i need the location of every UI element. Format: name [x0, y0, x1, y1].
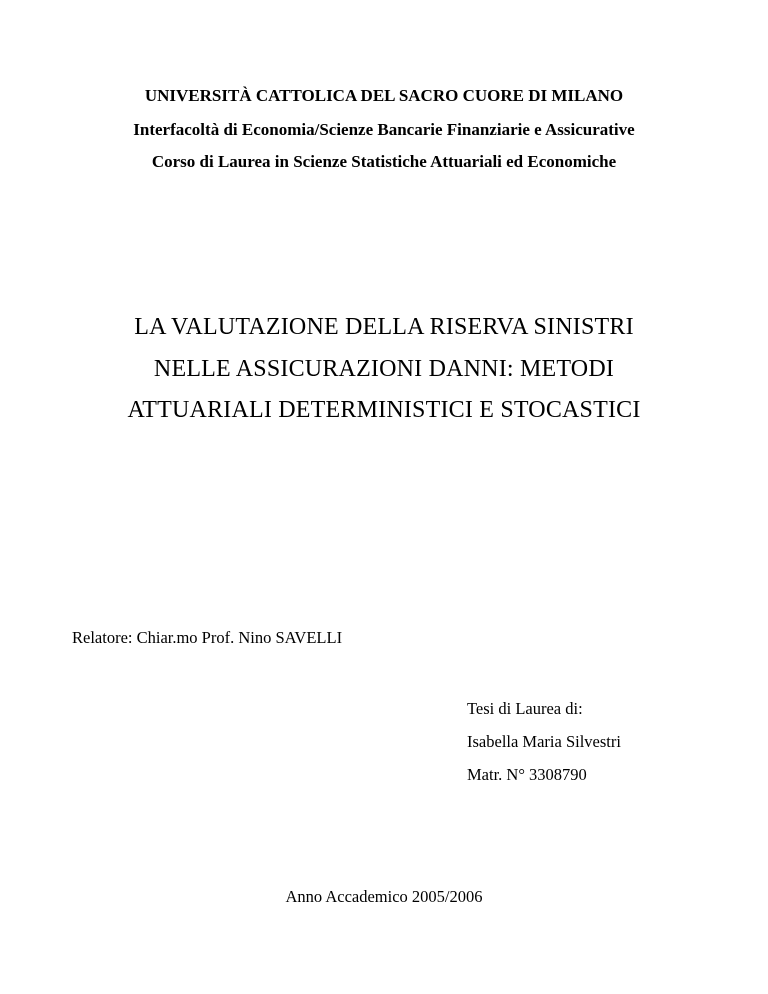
academic-year: Anno Accademico 2005/2006: [285, 887, 483, 906]
thesis-label: Tesi di Laurea di:: [467, 699, 583, 718]
faculty-name: Interfacoltà di Economia/Scienze Bancarie Finanziarie e Assicurative: [133, 120, 635, 139]
author-name: Isabella Maria Silvestri: [467, 732, 621, 751]
thesis-title-line-3: ATTUARIALI DETERMINISTICI E STOCASTICI: [127, 397, 641, 423]
thesis-title-line-2: NELLE ASSICURAZIONI DANNI: METODI: [153, 356, 615, 382]
degree-course: Corso di Laurea in Scienze Statistiche Attuariali ed Economiche: [151, 152, 617, 171]
supervisor: Relatore: Chiar.mo Prof. Nino SAVELLI: [72, 628, 343, 647]
thesis-title-line-1: LA VALUTAZIONE DELLA RISERVA SINISTRI: [134, 314, 634, 340]
matriculation-number: Matr. N° 3308790: [467, 765, 587, 784]
university-name: UNIVERSITÀ CATTOLICA DEL SACRO CUORE DI MILANO: [144, 86, 624, 105]
